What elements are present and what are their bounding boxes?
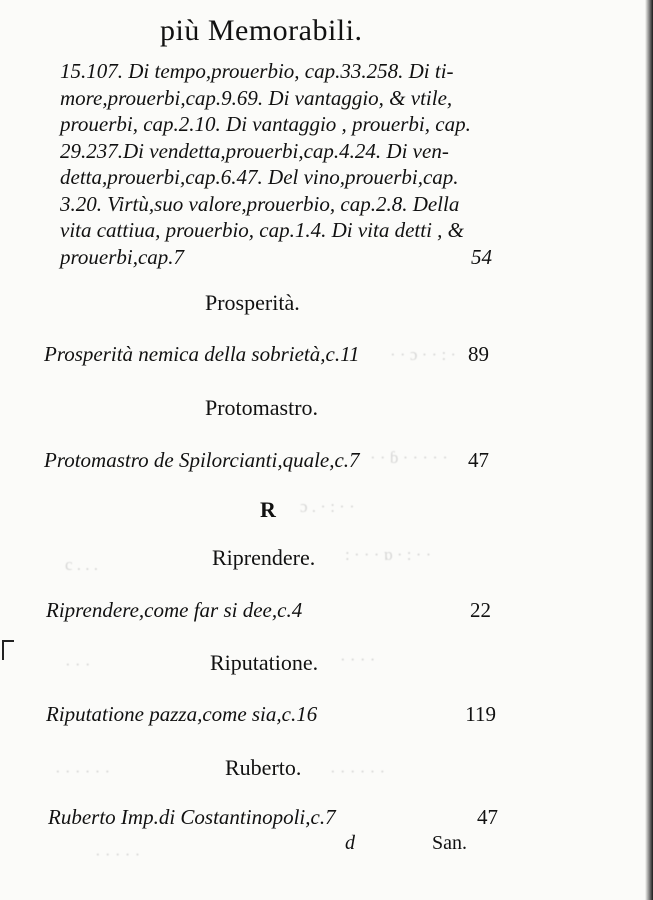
index-entry	[48, 805, 498, 830]
section-heading: Riputatione.	[210, 650, 319, 675]
margin-mark	[2, 640, 14, 660]
index-paragraph	[60, 58, 492, 270]
bleed-through: · · · · ·	[95, 845, 141, 864]
bleed-through: · · · · · ·	[55, 762, 111, 781]
index-entry	[46, 598, 491, 623]
bleed-through: c . . .	[65, 555, 99, 574]
page-number: 47	[468, 448, 489, 472]
page-number: 89	[468, 342, 489, 366]
section-heading: Ruberto.	[225, 755, 302, 780]
bleed-through: · · ɔ · · : ·	[390, 345, 457, 364]
section-heading: Riprendere.	[212, 545, 316, 570]
bleed-through: ɔ . · : · ·	[300, 497, 355, 516]
paragraph-line: 15.107. Di tempo,prouerbio, cap.33.258. Di ti-	[60, 59, 454, 83]
index-entry	[44, 448, 489, 473]
running-head: più Memorabili.	[160, 14, 363, 47]
entry-text: Riputatione pazza,come sia,c.16	[46, 702, 318, 726]
paragraph-last-line	[60, 244, 492, 271]
bleed-through: · · · ·	[340, 650, 376, 669]
entry-text: Ruberto Imp.di Costantinopoli,c.7	[48, 805, 336, 829]
bleed-through: · · ɓ · · · · ·	[370, 448, 448, 467]
page-edge	[645, 0, 653, 900]
entry-text: Riprendere,come far si dee,c.4	[46, 598, 303, 622]
paragraph-line: more,prouerbi,cap.9.69. Di vantaggio, & vtile,	[60, 85, 453, 110]
page-number: 54	[471, 244, 492, 269]
page-number: 47	[477, 805, 498, 829]
bleed-through: : · · · ɒ · : · ·	[345, 545, 432, 564]
paragraph-line: 29.237.Di vendetta,prouerbi,cap.4.24. Di ven-	[60, 138, 449, 163]
bleed-through: · · · · · ·	[330, 762, 386, 781]
paragraph-line: 3.20. Virtù,suo valore,prouerbio, cap.2.8. Della	[60, 191, 460, 216]
index-entry	[44, 342, 489, 367]
page-number: 119	[465, 702, 496, 726]
section-heading: Prosperità.	[205, 290, 300, 315]
page-number: 22	[470, 598, 491, 622]
entry-text: Prosperità nemica della sobrietà,c.11	[44, 342, 360, 366]
letter-heading: R	[260, 497, 276, 522]
paragraph-line: prouerbi,cap.7	[60, 244, 185, 269]
signature-mark: d	[345, 832, 355, 854]
catchword: San.	[432, 832, 467, 854]
bleed-through: · · ·	[65, 655, 91, 674]
section-heading: Protomastro.	[205, 395, 319, 420]
paragraph-line: detta,prouerbi,cap.6.47. Del vino,prouerbi,cap.	[60, 165, 459, 189]
entry-text: Protomastro de Spilorcianti,quale,c.7	[44, 448, 360, 472]
paragraph-line: vita cattiua, prouerbio, cap.1.4. Di vita detti , &	[60, 218, 465, 242]
index-entry	[46, 702, 496, 727]
paragraph-line: prouerbi, cap.2.10. Di vantaggio , prouerbi, cap.	[60, 112, 471, 136]
